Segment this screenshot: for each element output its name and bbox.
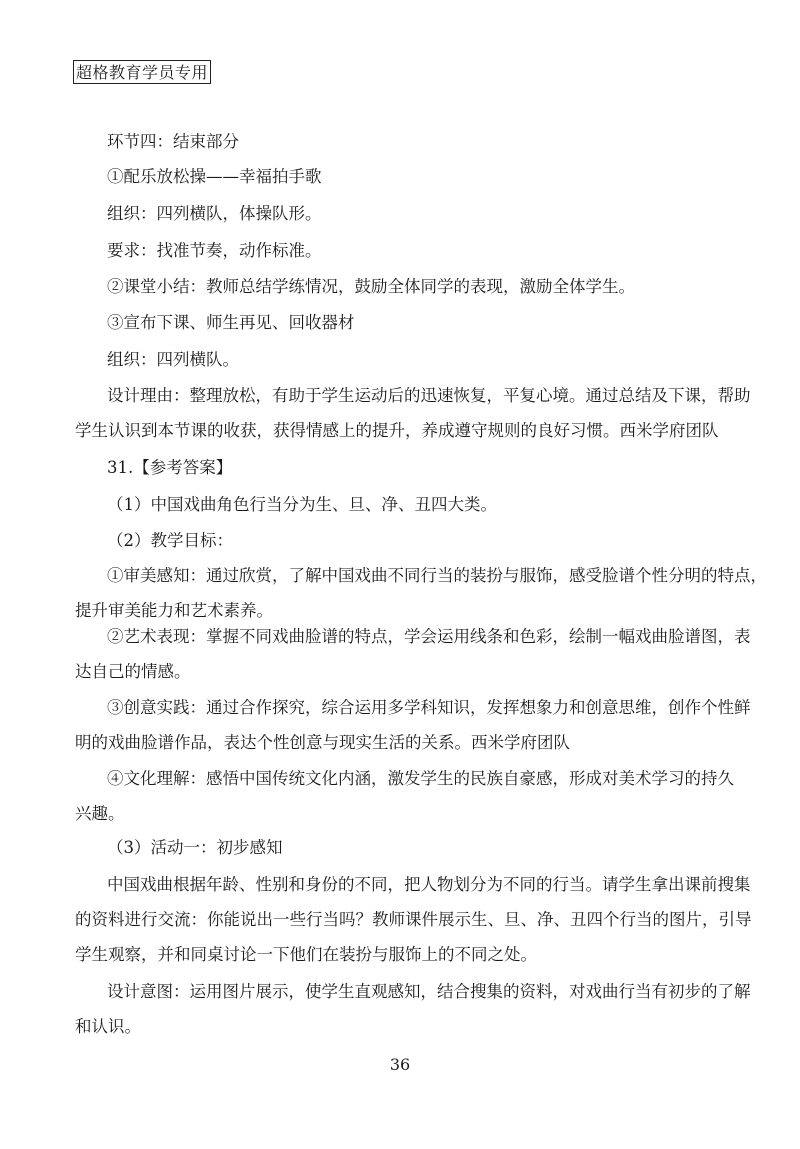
text-line: ②艺术表现：掌握不同戏曲脸谱的特点，学会运用线条和色彩，绘制一幅戏曲脸谱图，表 (107, 627, 751, 646)
text-line: ④文化理解：感悟中国传统文化内涵，激发学生的民族自豪感，形成对美术学习的持久 (107, 769, 734, 788)
text-line: 学生观察，并和同桌讨论一下他们在装扮与服饰上的不同之处。 (75, 945, 537, 964)
text-line: 的资料进行交流：你能说出一些行当吗？教师课件展示生、旦、净、丑四个行当的图片，引导 (75, 910, 752, 929)
text-line: 环节四：结束部分 (107, 132, 239, 151)
text-line: 达自己的情感。 (75, 662, 191, 681)
text-line: ②课堂小结：教师总结学练情况，鼓励全体同学的表现，激励全体学生。 (107, 277, 635, 296)
text-line: ①配乐放松操——幸福拍手歌 (107, 167, 322, 186)
text-line: 明的戏曲脸谱作品，表达个性创意与现实生活的关系。西米学府团队 (75, 733, 570, 752)
text-line: （1）中国戏曲角色行当分为生、旦、净、丑四大类。 (107, 495, 497, 514)
text-line: 学生认识到本节课的收获，获得情感上的提升，养成遵守规则的良好习惯。西米学府团队 (75, 421, 719, 440)
text-line: 要求：找准节奏，动作标准。 (107, 241, 322, 260)
text-line: 和认识。 (75, 1017, 141, 1036)
page-number: 36 (389, 1055, 411, 1074)
text-line: 设计意图：运用图片展示，使学生直观感知，结合搜集的资料，对戏曲行当有初步的了解 (107, 982, 751, 1001)
text-line: 中国戏曲根据年龄、性别和身份的不同，把人物划分为不同的行当。请学生拿出课前搜集 (107, 875, 751, 894)
text-line: ①审美感知：通过欣赏，了解中国戏曲不同行当的装扮与服饰，感受脸谱个性分明的特点， (107, 566, 767, 585)
answer-heading: 31.【参考答案】 (107, 458, 233, 477)
text-line: 组织：四列横队。 (107, 350, 239, 369)
text-line: ③宣布下课、师生再见、回收器材 (107, 313, 355, 332)
text-line: （2）教学目标： (107, 531, 233, 550)
text-line: ③创意实践：通过合作探究，综合运用多学科知识，发挥想象力和创意思维，创作个性鲜 (107, 698, 751, 717)
text-line: 提升审美能力和艺术素养。 (75, 601, 273, 620)
text-line: （3）活动一：初步感知 (107, 838, 283, 857)
text-line: 兴趣。 (75, 804, 125, 823)
text-line: 设计理由：整理放松，有助于学生运动后的迅速恢复，平复心境。通过总结及下课，帮助 (107, 386, 751, 405)
header-label-box: 超格教育学员专用 (73, 60, 211, 84)
text-line: 组织：四列横队，体操队形。 (107, 204, 322, 223)
